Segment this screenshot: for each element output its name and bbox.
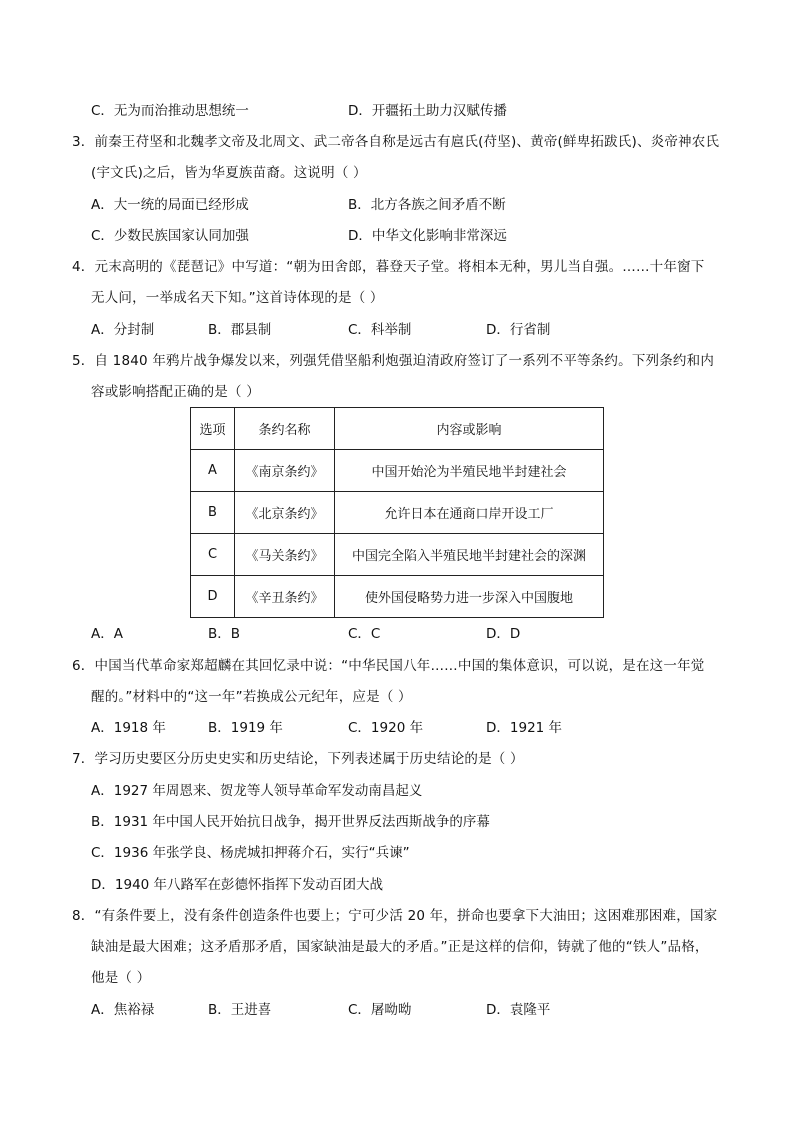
q8-stem-line2: 缺油是最大困难；这矛盾那矛盾，国家缺油是最大的矛盾。”正是这样的信仰，铸就了他的“铁人”品格， <box>91 939 709 955</box>
table-row <box>191 450 604 492</box>
q2-option-d: D．开疆拓土助力汉赋传播 <box>348 103 507 119</box>
table-cell-treaty: 《南京条约》 <box>235 450 335 492</box>
q3-stem-line1: 3．前秦王苻坚和北魏孝文帝及北周文、武二帝各自称是远古有扈氏(苻坚)、黄帝(鲜卑拓跋氏)、炎帝神农氏 <box>72 134 720 150</box>
table-cell-content: 使外国侵略势力进一步深入中国腹地 <box>335 576 604 618</box>
table-row <box>191 492 604 534</box>
q3-option-d: D．中华文化影响非常深远 <box>348 228 507 244</box>
table-row <box>191 534 604 576</box>
q8-stem-line3: 他是（ ） <box>91 970 151 986</box>
q5-option-b: B．B <box>208 626 241 642</box>
q8-stem-line1: 8．“有条件要上，没有条件创造条件也要上；宁可少活 20 年，拼命也要拿下大油田；这困难那困难，国家 <box>72 908 718 924</box>
q7-option-a: A．1927 年周恩来、贺龙等人领导革命军发动南昌起义 <box>91 783 423 799</box>
q6-option-a: A．1918 年 <box>91 720 166 736</box>
q5-stem-line2: 容或影响搭配正确的是（ ） <box>91 384 260 400</box>
q4-option-a: A．分封制 <box>91 322 155 338</box>
table-cell-option: B <box>191 492 235 534</box>
q6-option-c: C．1920 年 <box>348 720 424 736</box>
q4-stem-line2: 无人问，一举成名天下知。”这首诗体现的是（ ） <box>91 290 384 306</box>
q7-option-b: B．1931 年中国人民开始抗日战争，揭开世界反法西斯战争的序幕 <box>91 814 490 830</box>
q7-option-d: D．1940 年八路军在彭德怀指挥下发动百团大战 <box>91 877 384 893</box>
q4-stem-line1: 4．元末高明的《琵琶记》中写道：“朝为田舍郎，暮登天子堂。将相本无种，男儿当自强。……十年窗下 <box>72 259 705 275</box>
table-cell-content: 允许日本在通商口岸开设工厂 <box>335 492 604 534</box>
q5-stem-line1: 5．自 1840 年鸦片战争爆发以来，列强凭借坚船利炮强迫清政府签订了一系列不平等条约。下列条约和内 <box>72 353 715 369</box>
q3-option-c: C．少数民族国家认同加强 <box>91 228 249 244</box>
table-cell-content: 中国完全陷入半殖民地半封建社会的深渊 <box>335 534 604 576</box>
q3-option-b: B．北方各族之间矛盾不断 <box>348 197 506 213</box>
table-cell-content: 中国开始沦为半殖民地半封建社会 <box>335 450 604 492</box>
table-header-treaty: 条约名称 <box>235 408 335 450</box>
q6-stem-line2: 醒的。”材料中的“这一年”若换成公元纪年，应是（ ） <box>91 689 412 705</box>
q8-option-d: D．袁隆平 <box>486 1002 551 1018</box>
treaty-table <box>190 407 604 618</box>
q6-option-b: B．1919 年 <box>208 720 283 736</box>
q4-option-d: D．行省制 <box>486 322 551 338</box>
q8-option-c: C．屠呦呦 <box>348 1002 412 1018</box>
q5-option-a: A．A <box>91 626 123 642</box>
q7-option-c: C．1936 年张学良、杨虎城扣押蒋介石，实行“兵谏” <box>91 845 410 861</box>
table-cell-option: A <box>191 450 235 492</box>
table-cell-option: C <box>191 534 235 576</box>
table-row <box>191 576 604 618</box>
q4-option-b: B．郡县制 <box>208 322 272 338</box>
table-header-content: 内容或影响 <box>335 408 604 450</box>
q4-option-c: C．科举制 <box>348 322 412 338</box>
table-header-row <box>191 408 604 450</box>
q8-option-a: A．焦裕禄 <box>91 1002 155 1018</box>
q3-stem-line2: (宇文氏)之后，皆为华夏族苗裔。这说明（ ） <box>91 165 367 181</box>
table-cell-treaty: 《北京条约》 <box>235 492 335 534</box>
q5-option-d: D．D <box>486 626 521 642</box>
q6-stem-line1: 6．中国当代革命家郑超麟在其回忆录中说：“中华民国八年……中国的集体意识，可以说，是在这一年觉 <box>72 658 705 674</box>
q2-option-c: C．无为而治推动思想统一 <box>91 103 249 119</box>
table-cell-treaty: 《马关条约》 <box>235 534 335 576</box>
table-cell-option: D <box>191 576 235 618</box>
q3-option-a: A．大一统的局面已经形成 <box>91 197 249 213</box>
q6-option-d: D．1921 年 <box>486 720 563 736</box>
q7-stem-line1: 7．学习历史要区分历史史实和历史结论，下列表述属于历史结论的是（ ） <box>72 751 524 767</box>
table-header-option: 选项 <box>191 408 235 450</box>
q8-option-b: B．王进喜 <box>208 1002 272 1018</box>
q5-option-c: C．C <box>348 626 381 642</box>
table-cell-treaty: 《辛丑条约》 <box>235 576 335 618</box>
